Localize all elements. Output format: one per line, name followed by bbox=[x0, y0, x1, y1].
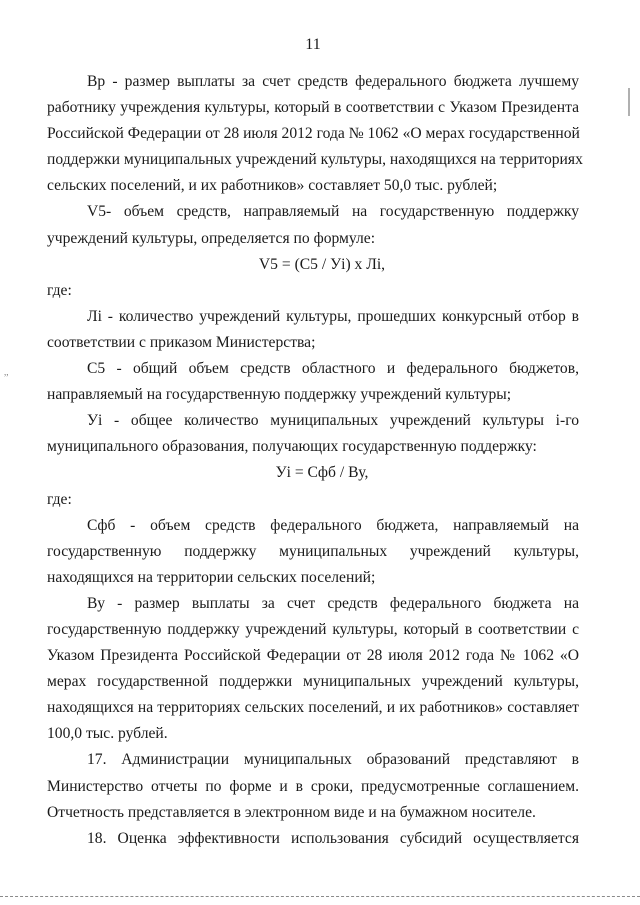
text-line: V5- объем средств, направляемый на государственную поддержку bbox=[87, 203, 579, 221]
page-number: 11 bbox=[305, 36, 321, 53]
text-line: Указом Президента Российской Федерации от 28 июля 2012 года № 1062 «О bbox=[47, 647, 579, 665]
text-line: Сфб - объем средств федерального бюджета, направляемый на bbox=[87, 516, 579, 534]
text-line: сельских поселений, и их работников» составляет 50,0 тыс. рублей; bbox=[47, 177, 498, 195]
text-line: С5 - общий объем средств областного и федерального бюджетов, bbox=[87, 360, 579, 378]
text-line: где: bbox=[47, 281, 72, 299]
scan-margin-mark bbox=[628, 88, 630, 116]
text-line: находящихся на территории сельских поселений; bbox=[47, 568, 376, 586]
text-line: 100,0 тыс. рублей. bbox=[47, 725, 168, 743]
text-line: 17. Администрации муниципальных образований представляют в bbox=[87, 751, 579, 769]
text-line: государственную поддержку учреждений культуры, который в соответствии с bbox=[47, 620, 579, 638]
text-line: Отчетность представляется в электронном виде и на бумажном носителе. bbox=[47, 803, 536, 821]
text-line: работнику учреждения культуры, который в соответствии с Указом Президента bbox=[47, 99, 579, 117]
formula: V5 = (С5 / Уi) х Лi, bbox=[258, 255, 386, 273]
formula: Уi = Сфб / Ву, bbox=[275, 464, 369, 482]
scan-speck: ,, bbox=[4, 367, 9, 377]
text-line: направляемый на государственную поддержку учреждений культуры; bbox=[47, 386, 512, 404]
text-line: соответствии с приказом Министерства; bbox=[47, 333, 316, 351]
text-line: поддержки муниципальных учреждений культуры, находящихся на территориях bbox=[47, 151, 583, 169]
text-line: муниципального образования, получающих государственную поддержку: bbox=[47, 438, 537, 456]
scan-bottom-edge bbox=[0, 896, 640, 897]
text-line: государственную поддержку муниципальных учреждений культуры, bbox=[47, 542, 579, 560]
text-line: Вр - размер выплаты за счет средств федерального бюджета лучшему bbox=[87, 73, 579, 90]
text-line: Ву - размер выплаты за счет средств федерального бюджета на bbox=[87, 594, 579, 612]
text-line: Министерство отчеты по форме и в сроки, предусмотренные соглашением. bbox=[47, 777, 579, 795]
document-body bbox=[47, 69, 583, 852]
text-line: мерах государственной поддержки муниципальных учреждений культуры, bbox=[47, 673, 579, 691]
text-line: находящихся на территориях сельских поселений, и их работников» составляет bbox=[47, 699, 579, 717]
text-line: Лi - количество учреждений культуры, прошедших конкурсный отбор в bbox=[87, 307, 579, 325]
text-line: где: bbox=[47, 490, 72, 508]
text-line: Уi - общее количество муниципальных учреждений культуры i-го bbox=[87, 412, 579, 430]
text-line: учреждений культуры, определяется по формуле: bbox=[47, 229, 376, 247]
text-line: 18. Оценка эффективности использования субсидий осуществляется bbox=[87, 829, 579, 847]
text-line: Российской Федерации от 28 июля 2012 года № 1062 «О мерах государственной bbox=[47, 125, 580, 143]
